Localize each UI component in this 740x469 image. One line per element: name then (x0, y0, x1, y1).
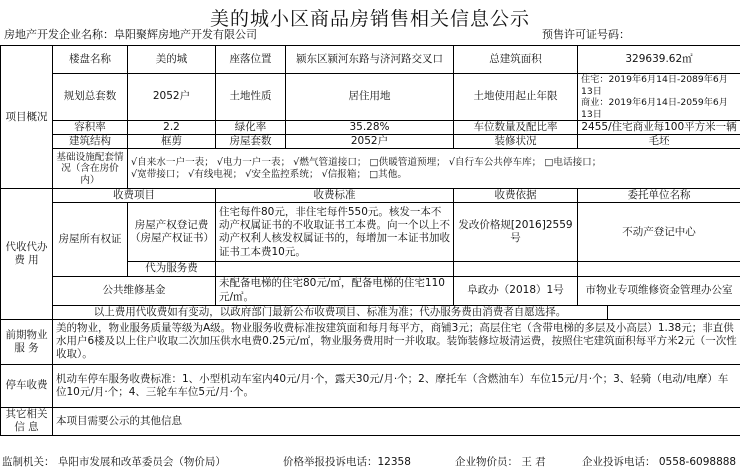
service-fee-unit (578, 262, 740, 276)
table-row (1, 276, 740, 305)
parking-fee-text: 机动车停车服务收费标准：1、小型机动车室内40元/月·个，露天30元/月·个；2、摩托车（含燃油车）车位15元/月·个；3、轻骑（电动/电摩）车位10元/月·个；4、三轮车车位5元/月·个。 (53, 364, 740, 407)
table-row (1, 203, 740, 262)
service-fee-item: 代为服务费 (128, 262, 216, 276)
price-officer: 企业物价员： 王 君 (455, 456, 546, 468)
table-row (1, 407, 740, 435)
parking-count-label: 车位数量及配比率 (454, 121, 578, 135)
land-nature-label: 土地性质 (216, 74, 286, 121)
registration-fee-item: 房屋产权登记费（房屋产权证书） (128, 203, 216, 262)
decoration-label: 装修状况 (454, 135, 578, 149)
parking-count-value: 2455/住宅商业每100平方米一辆 (578, 121, 740, 135)
maintenance-fund-unit: 市物业专项维修资金管理办公室 (578, 276, 740, 305)
fee-item-header: 收费项目 (53, 189, 216, 203)
fee-standard-header: 收费标准 (216, 189, 454, 203)
infrastructure-line-2: √宽带接口； √有线电视； √安全监控系统； √信报箱； □其他。 (131, 168, 407, 180)
land-term-label: 土地使用起止年限 (454, 74, 578, 121)
total-area-label: 总建筑面积 (454, 46, 578, 74)
land-nature-value: 居住用地 (286, 74, 454, 121)
project-overview-label: 项目概况 (1, 46, 53, 189)
other-info-text: 本项目需要公示的其他信息 (53, 407, 740, 435)
registration-fee-basis: 发改价格规[2016]2559号 (454, 203, 578, 262)
developer-name: 房地产开发企业名称：阜阳聚辉房地产开发有限公司 (4, 28, 257, 41)
fees-label: 代收代办费 用 (1, 189, 53, 319)
house-count-label: 房屋套数 (216, 135, 286, 149)
building-name-label: 楼盘名称 (53, 46, 128, 74)
planned-households-label: 规划总套数 (53, 74, 128, 121)
presale-license-number: 预售许可证号码： (542, 28, 630, 41)
far-value: 2.2 (128, 121, 216, 135)
maintenance-fund-basis: 阜政办（2018）1号 (454, 276, 578, 305)
fees-note: 以上费用代收费如有变动，以政府部门最新公布收费项目、标准为准；代办服务费由消费者自愿选择。 (53, 305, 608, 319)
footer (0, 455, 740, 469)
structure-value: 框剪 (128, 135, 216, 149)
far-label: 容积率 (53, 121, 128, 135)
green-rate-value: 35.28% (286, 121, 454, 135)
parking-fee-label: 停车收费 (1, 364, 53, 407)
location-value: 颍东区颍河东路与济河路交叉口 (286, 46, 454, 74)
maintenance-fund-standard: 未配备电梯的住宅80元/㎡，配备电梯的住宅110元/㎡。 (216, 276, 454, 305)
disclosure-table (0, 45, 740, 436)
table-row (1, 189, 740, 203)
building-name-value: 美的城 (128, 46, 216, 74)
complaint-phone: 企业投诉电话： 0558-6098888 (582, 456, 737, 468)
maintenance-fund-item: 公共维修基金 (53, 276, 216, 305)
other-info-label: 其它相关信 息 (1, 407, 53, 435)
table-row (1, 364, 740, 407)
planned-households-value: 2052户 (128, 74, 216, 121)
page-title: 美的城小区商品房销售相关信息公示 (209, 8, 530, 30)
infrastructure-line-1: √自来水一户一表； √电力一户一表； √燃气管道接口； □供暖管道预埋； √自行车公共停车库； □电话接口； (131, 157, 602, 169)
table-row (1, 74, 740, 121)
green-rate-label: 绿化率 (216, 121, 286, 135)
land-term-commercial: 商业：2019年6月14日-2059年6月13日 (581, 97, 728, 120)
table-row (1, 319, 740, 364)
location-label: 座落位置 (216, 46, 286, 74)
table-row (1, 121, 740, 135)
property-service-text: 美的物业，物业服务质量等级为A级。物业服务收费标准按建筑面和每月每平方，商铺3元；高层住宅（含带电梯的多层及小高层）1.38元；非直供水用户6楼及以上住户收取二次加压供水电费0.25元/㎡，物业服务费用时一并收取。装饰装修垃圾清运费，按照住宅建筑面积每平方米2元（一次性收取）。 (53, 319, 740, 364)
property-service-label: 前期物业服 务 (1, 319, 53, 364)
service-fee-standard (216, 262, 454, 276)
table-row (1, 135, 740, 149)
infrastructure-value (128, 149, 740, 189)
land-term-value (578, 74, 740, 121)
table-row (1, 46, 740, 74)
fee-basis-header: 收费依据 (454, 189, 578, 203)
registration-fee-standard: 住宅每件80元，非住宅每件550元。核发一本不动产权属证书的不收取证书工本费。向一个以上不动产权利人核发权属证书的，每增加一本证书加收证书工本费10元。 (216, 203, 454, 262)
decoration-value: 毛坯 (578, 135, 740, 149)
house-count-value: 2052户 (286, 135, 454, 149)
complaint-hotline: 价格举报投诉电话：12358 (283, 456, 411, 468)
structure-label: 建筑结构 (53, 135, 128, 149)
table-row (1, 149, 740, 189)
ownership-certificate-label: 房屋所有权证 (53, 203, 128, 276)
land-term-residential: 住宅：2019年6月14日-2089年6月13日 (581, 74, 728, 97)
total-area-value: 329639.62㎡ (578, 46, 740, 74)
registration-fee-unit: 不动产登记中心 (578, 203, 740, 262)
fee-unit-header: 委托单位名称 (578, 189, 740, 203)
supervising-authority: 监制机关： 阜阳市发展和改革委员会（物价局） (2, 456, 226, 468)
table-row (1, 305, 740, 319)
service-fee-basis (454, 262, 578, 276)
infrastructure-label: 基础设施配套情况（含在房价内） (53, 149, 128, 189)
